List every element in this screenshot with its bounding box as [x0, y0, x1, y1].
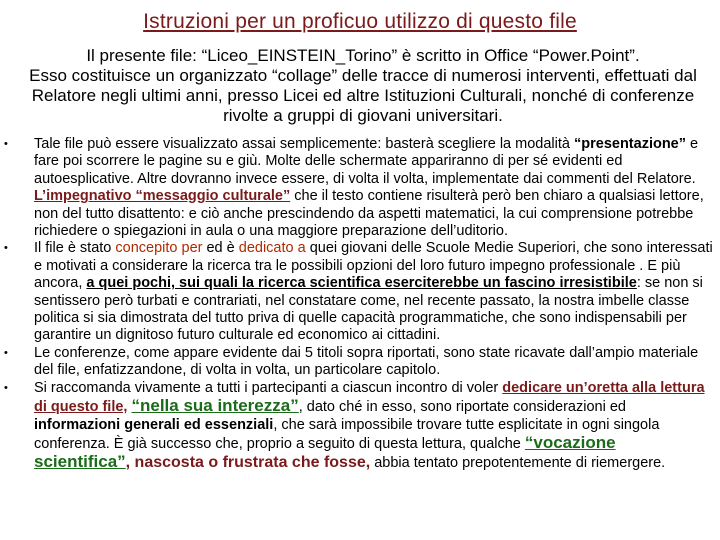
bullet-4-text-3: , che sarà impossibile trovare tutte esplicitate in ogni singola conferenza. È già successo che, proprio a seguito di questa lettura, qualche: [34, 416, 660, 452]
bullet-2-text: Il file è stato: [34, 240, 116, 257]
dedicate-hour-highlight: dedicare un’oretta alla lettura di questo file,: [34, 379, 705, 416]
bullet-2-text-3: quei giovani delle Scuole Medie Superiori, che sono interessati e motivati a considerare la ricerca tra le possibili opzioni del loro futuro impegno professionale . E più ancora,: [34, 240, 713, 292]
bullet-1-text: Tale file può essere visualizzato assai semplicemente: basterà scegliere la modalità: [34, 136, 574, 152]
bullet-2-text-4: : se non si sentissero però turbati e contrariati, nel constatare come, nel recente passato, la nostra imbelle classe politica si sia dimostrata del tutto priva di quelle capacità programmatiche, che sono indispensabili per garantire un dignitoso futuro culturale ed economico ai cittadini.: [34, 275, 703, 344]
bullet-icon: •: [4, 381, 8, 394]
bullet-2-text-2: ed è: [202, 240, 239, 257]
bullet-4-text-2: , dato ché in esso, sono riportate considerazioni ed: [298, 399, 626, 416]
cultural-message-highlight: L’impegnativo “messaggio culturale”: [34, 188, 291, 205]
entirety-highlight: “nella sua interezza”: [131, 396, 299, 416]
bullet-icon: •: [4, 346, 8, 359]
list-item: [0, 136, 720, 240]
list-item: [0, 240, 720, 344]
bullet-3-text: Le conferenze, come appare evidente dai 5 titoli sopra riportati, sono state ricavate dall’ampio materiale del file, enfatizzandone, di volta in volta, un particolare capitolo.: [34, 344, 699, 379]
conceived-for-highlight: concepito per: [115, 240, 203, 257]
list-item: [0, 345, 720, 380]
hidden-frustrated-highlight: , nascosta o frustrata che fosse,: [125, 454, 371, 472]
page-title: Istruzioni per un proficuo utilizzo di questo file: [143, 10, 577, 33]
bullet-icon: •: [4, 138, 8, 150]
intro-paragraph: [18, 46, 708, 126]
bullet-1-text-3: che il testo contiene risulterà però ben chiaro a qualsiasi lettore, non del tutto disattento: e ciò anche prescindendo da aspetti matematici, la cui comprensione potrebbe richiedere o spiegazioni in aula o una maggiore preparazione dell’uditorio.: [34, 188, 704, 240]
fascination-highlight: a quei pochi, sui quali la ricerca scientifica eserciterebbe un fascino irresistibile: [86, 275, 637, 292]
scientific-vocation-highlight: “vocazione scientifica”: [34, 432, 616, 472]
bullet-4-text-4: abbia tentato prepotentemente di riemergere.: [370, 455, 666, 472]
essential-info-highlight: informazioni generali ed essenziali: [34, 416, 274, 433]
bullet-list: [0, 136, 720, 473]
bullet-icon: •: [4, 242, 8, 255]
bullet-4-text: Si raccomanda vivamente a tutti i partecipanti a ciascun incontro di voler: [34, 379, 503, 396]
bullet-1-text-2: e fare poi scorrere le pagine su e giù. Molte delle schermate appariranno di per sé evidenti ed autoesplicative. Altre dovranno invece essere, di volta il volta, implementate dai commenti del Relatore.: [34, 136, 699, 187]
intro-line-2: Esso costituisce un organizzato “collage” delle tracce di numerosi interventi, effettuati dal Relatore negli ultimi anni, presso Licei ed altre Istituzioni Culturali, nonché di conferenze rivolte a gruppi di giovani universitari.: [29, 66, 697, 125]
dedicated-to-highlight: dedicato a: [238, 240, 306, 257]
presentation-mode-term: “presentazione”: [574, 136, 686, 152]
intro-line-1: Il presente file: “Liceo_EINSTEIN_Torino” è scritto in Office “Power.Point”.: [86, 46, 640, 65]
list-item: [0, 380, 720, 473]
